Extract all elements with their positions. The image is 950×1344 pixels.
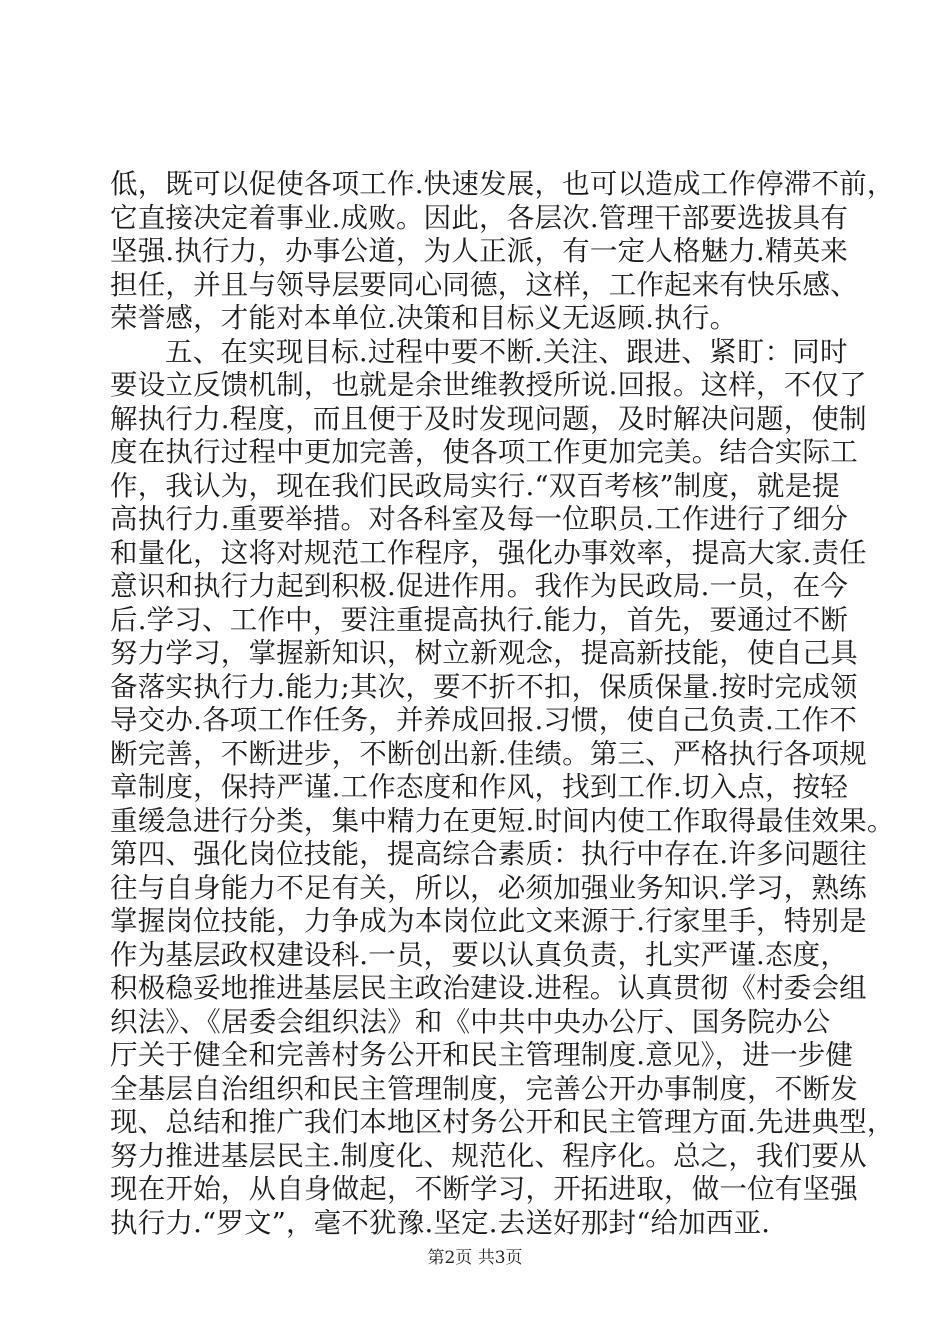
text-line: 后.学习、工作中，要注重提高执行.能力，首先，要通过不断 — [110, 603, 849, 636]
text-line: 章制度，保持严谨.工作态度和作风，找到工作.切入点，按轻 — [110, 771, 849, 803]
text-line: 往与自身能力不足有关，所以，必须加强业务知识.学习，熟练 — [110, 871, 867, 904]
text-line: 坚强.执行力，办事公道，为人正派，有一定人格魅力.精英来 — [110, 235, 849, 267]
text-line: 意识和执行力起到积极.促进作用。我作为民政局.一员，在今 — [110, 570, 849, 602]
text-line: 厅关于健全和完善村务公开和民主管理制度.意见》，进一步健 — [110, 1039, 854, 1071]
text-line: 作，我认为，现在我们民政局实行.“双百考核”制度，就是提 — [110, 469, 840, 502]
page-number-footer: 第2页 共3页 — [427, 1248, 523, 1268]
document-body — [110, 168, 895, 1240]
text-line: 努力学习，掌握新知识，树立新观念，提高新技能，使自己具 — [110, 637, 858, 669]
text-line: 掌握岗位技能，力争成为本岗位此文来源于.行家里手，特别是 — [110, 905, 867, 937]
text-line: 现、总结和推广我们本地区村务公开和民主管理方面.先进典型， — [110, 1106, 895, 1138]
text-line: 要设立反馈机制，也就是余世维教授所说.回报。这样，不仅了 — [110, 369, 867, 401]
text-line: 备落实执行力.能力;其次，要不折不扣，保质保量.按时完成领 — [110, 670, 858, 703]
text-line: 努力推进基层民主.制度化、规范化、程序化。总之，我们要从 — [110, 1139, 867, 1172]
paragraph-start-line: 五、在实现目标.过程中要不断.关注、跟进、紧盯：同时 — [165, 335, 848, 368]
text-line: 它直接决定着事业.成败。因此，各层次.管理干部要选拔具有 — [110, 201, 849, 234]
text-line: 织法》、《居委会组织法》和《中共中央办公厅、国务院办公 — [110, 1005, 831, 1038]
text-line: 导交办.各项工作任务，并养成回报.习惯，使自己负责.工作不 — [110, 704, 858, 736]
text-line: 执行力.“罗文”，毫不犹豫.坚定.去送好那封“给加西亚. — [110, 1206, 771, 1239]
text-line: 和量化，这将对规范工作程序，强化办事效率，提高大家.责任 — [110, 536, 867, 569]
text-line: 断完善，不断进步，不断创出新.佳绩。第三、严格执行各项规 — [110, 737, 867, 770]
text-line: 荣誉感，才能对本单位.决策和目标义无返顾.执行。 — [110, 302, 738, 334]
text-line: 第四、强化岗位技能，提高综合素质：执行中存在.许多问题往 — [110, 838, 867, 870]
text-line: 积极稳妥地推进基层民主政治建设.进程。认真贯彻《村委会组 — [110, 972, 867, 1004]
text-line: 度在执行过程中更加完善，使各项工作更加完美。结合实际工 — [110, 436, 858, 468]
text-line: 担任，并且与领导层要同心同德，这样，工作起来有快乐感、 — [110, 268, 858, 301]
text-line: 现在开始，从自身做起，不断学习，开拓进取，做一位有坚强 — [110, 1173, 858, 1205]
text-line: 高执行力.重要举措。对各科室及每一位职员.工作进行了细分 — [110, 503, 849, 535]
text-line: 重缓急进行分类，集中精力在更短.时间内使工作取得最佳效果。 — [110, 804, 895, 837]
text-line: 作为基层政权建设科.一员，要以认真负责，扎实严谨.态度， — [110, 938, 849, 971]
text-line: 解执行力.程度，而且便于及时发现问题，及时解决问题，使制 — [110, 402, 867, 435]
text-line: 低，既可以促使各项工作.快速发展，也可以造成工作停滞不前， — [110, 168, 895, 200]
text-line: 全基层自治组织和民主管理制度，完善公开办事制度，不断发 — [110, 1072, 858, 1105]
